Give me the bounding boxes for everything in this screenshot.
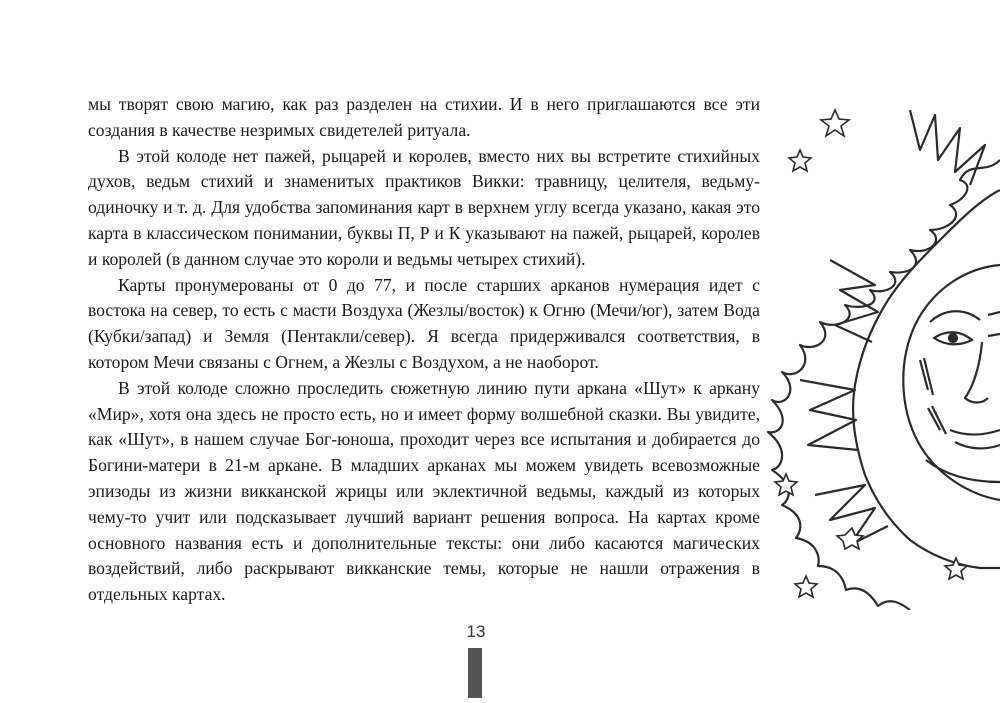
paragraph-2: В этой колоде нет пажей, рыцарей и королев, вместо них вы встретите стихийных духов, ведьм стихий и знаменитых практиков Викки: травницу, целителя, ведьму-одиночку и т. д. Для удобства запоминания карт в верхнем углу всегда указано, какая это карта в классическом понимании, буквы П, Р и К указывают на пажей, рыцарей, королев и королей (в данном случае это короли и ведьмы четырех стихий).	[88, 145, 760, 269]
page-body-text	[88, 92, 760, 608]
page-marker-bar	[468, 648, 482, 698]
paragraph-4: В этой колоде сложно проследить сюжетную линию пути аркана «Шут» к аркану «Мир», хотя она здесь не просто есть, но и имеет форму волшебной сказки. Вы увидите, как «Шут», в нашем случае Бог-юноша, проходит через все испытания и добирается до Богини-матери в 21-м аркане. В младших арканах мы можем увидеть всевозможные эпизоды из жизни викканской жрицы или эклектичной ведьмы, каждый из которых чему-то учит или подсказывает лучший вариант решения вопроса. На картах кроме основного названия есть и дополнительные тексты: они либо касаются магических воздействий, либо раскрывают викканские темы, которые не нашли отражения в отдельных картах.	[88, 377, 760, 605]
page-number: 13	[466, 622, 486, 641]
paragraph-3: Карты пронумерованы от 0 до 77, и после старших арканов нумерация идет с востока на север, то есть с масти Воздуха (Жезлы/восток) к Огню (Мечи/юг), затем Вода (Кубки/запад) и Земля (Пентакли/север). Я всегда придерживался соответствия, в котором Мечи связаны с Огнем, а Жезлы с Воздухом, а не наоборот.	[88, 274, 760, 372]
sun-illustration	[760, 90, 1000, 610]
paragraph-1: мы творят свою магию, как раз разделен на стихии. И в него приглашаются все эти создания в качестве незримых свидетелей ритуала.	[88, 94, 760, 140]
sun-face-icon	[760, 90, 1000, 610]
